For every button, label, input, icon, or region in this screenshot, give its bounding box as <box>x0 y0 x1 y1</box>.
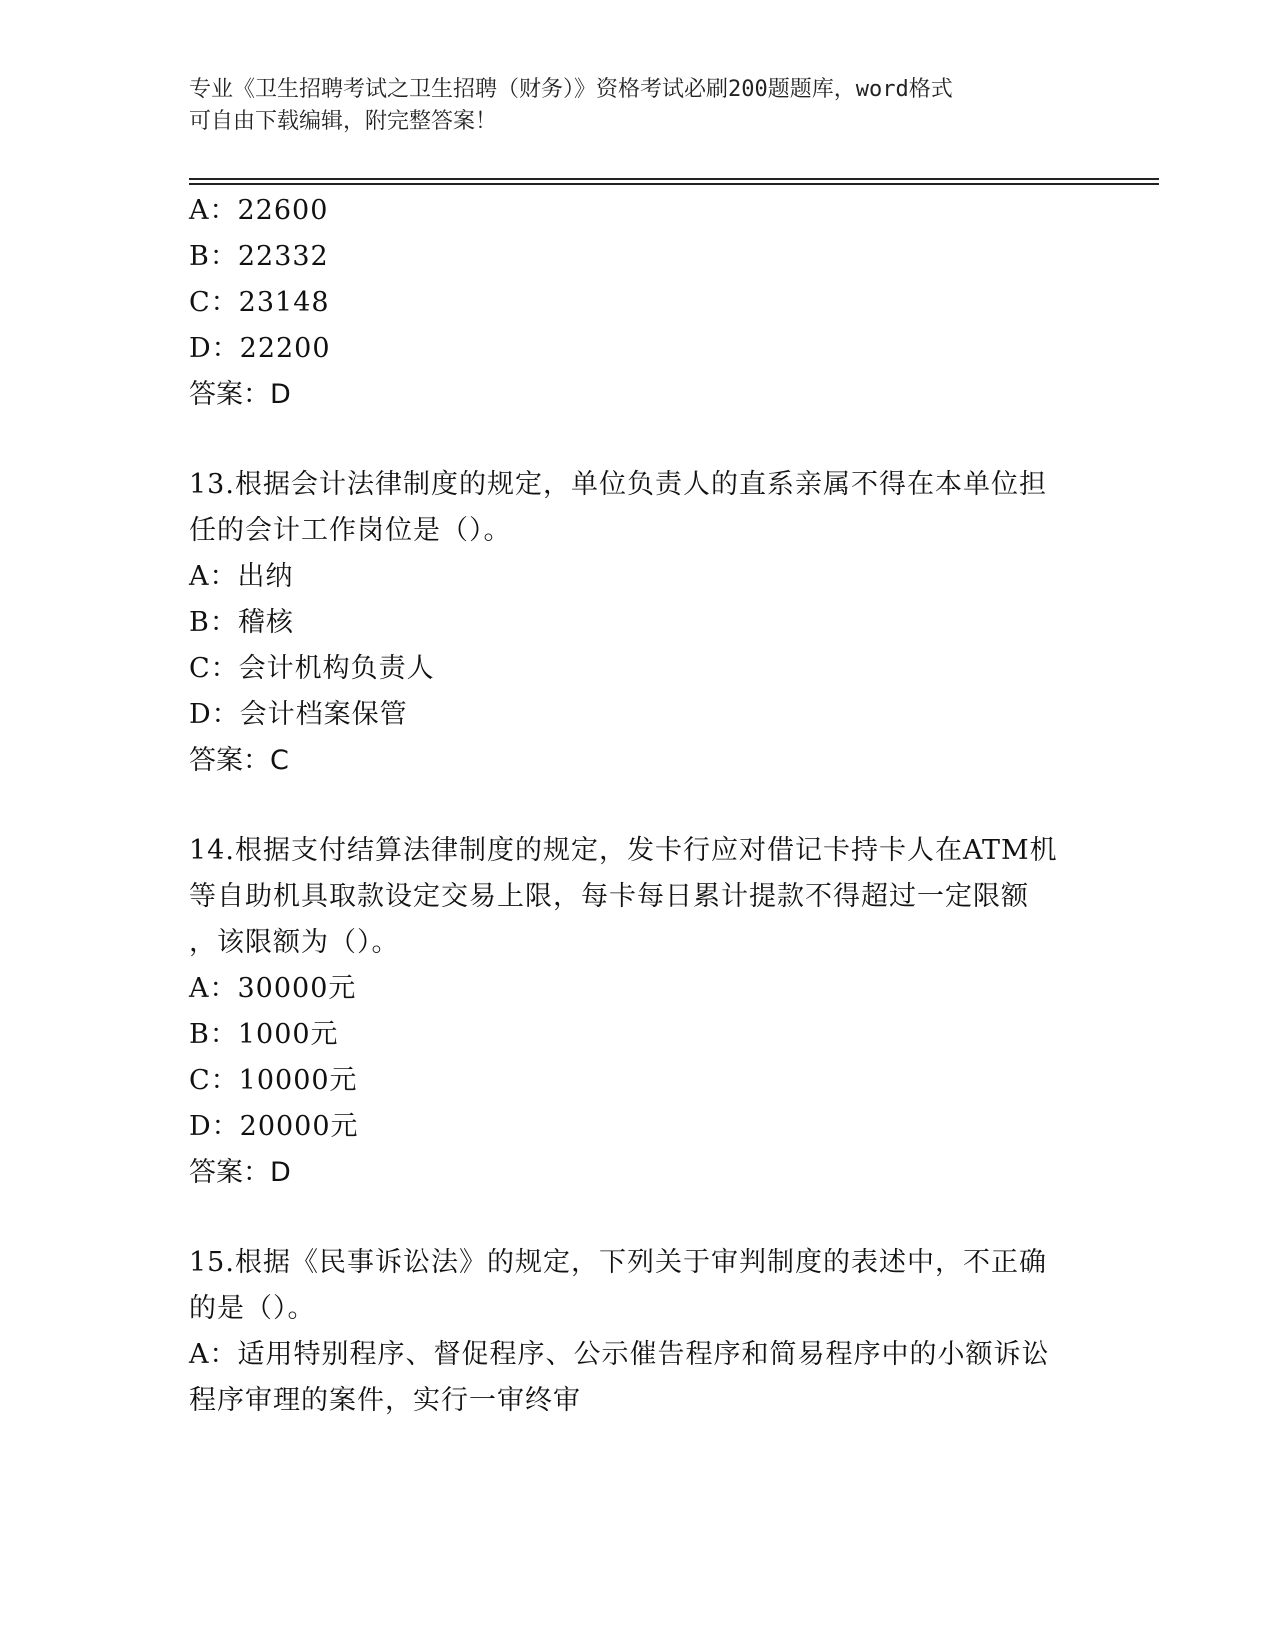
question-stem-line: 等自助机具取款设定交易上限，每卡每日累计提款不得超过一定限额 <box>189 881 1029 912</box>
header-divider-bottom <box>189 183 1159 185</box>
option-a: A：30000元 <box>189 973 357 1004</box>
header-line-2: 可自由下载编辑，附完整答案！ <box>189 109 498 134</box>
question-14 <box>189 828 1089 1196</box>
option-d: D：会计档案保管 <box>189 699 408 730</box>
question-stem-line: 任的会计工作岗位是（）。 <box>189 515 512 546</box>
question-stem-line: ，该限额为（）。 <box>189 927 400 958</box>
option-a: A：适用特别程序、督促程序、公示催告程序和简易程序中的小额诉讼 <box>189 1339 1050 1370</box>
answer: 答案：D <box>189 379 291 410</box>
question-12 <box>189 188 1089 418</box>
option-d: D：22200 <box>189 333 331 364</box>
question-stem-line: 15.根据《民事诉讼法》的规定，下列关于审判制度的表述中，不正确 <box>189 1247 1047 1278</box>
header-line-1: 专业《卫生招聘考试之卫生招聘（财务）》资格考试必刷200题题库，word格式 <box>189 77 953 102</box>
option-a: A：22600 <box>189 195 329 226</box>
header-divider-top <box>189 178 1159 180</box>
question-list <box>189 188 1089 1424</box>
option-b: B：22332 <box>189 241 329 272</box>
spacer <box>189 418 1089 462</box>
question-stem-line: 13.根据会计法律制度的规定，单位负责人的直系亲属不得在本单位担 <box>189 469 1047 500</box>
document-header <box>189 74 1089 138</box>
question-13 <box>189 462 1089 784</box>
option-a: A：出纳 <box>189 561 294 592</box>
option-b: B：稽核 <box>189 607 294 638</box>
option-b: B：1000元 <box>189 1019 339 1050</box>
option-d: D：20000元 <box>189 1111 359 1142</box>
answer: 答案：D <box>189 1157 291 1188</box>
answer: 答案：C <box>189 745 289 776</box>
question-stem-line: 的是（）。 <box>189 1293 316 1324</box>
spacer <box>189 1196 1089 1240</box>
option-c: C：10000元 <box>189 1065 358 1096</box>
option-a-continued: 程序审理的案件，实行一审终审 <box>189 1385 581 1416</box>
option-c: C：会计机构负责人 <box>189 653 435 684</box>
question-15 <box>189 1240 1089 1424</box>
spacer <box>189 784 1089 828</box>
question-stem-line: 14.根据支付结算法律制度的规定，发卡行应对借记卡持卡人在ATM机 <box>189 835 1058 866</box>
option-c: C：23148 <box>189 287 330 318</box>
